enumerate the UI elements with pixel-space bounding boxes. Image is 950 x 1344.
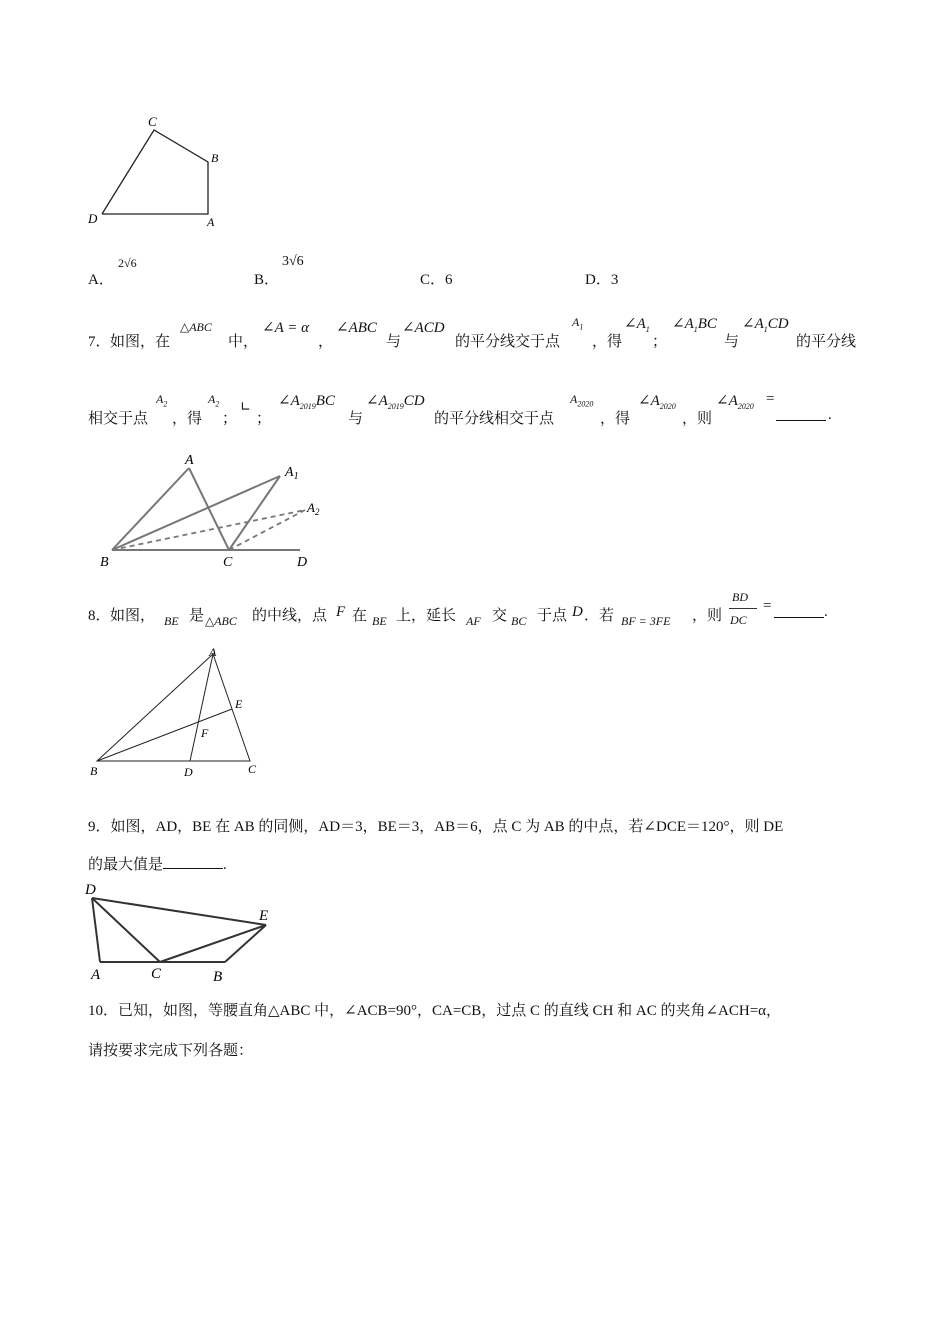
label-d: D xyxy=(88,211,98,226)
fig7-label-a2: $A_2$ xyxy=(307,500,320,517)
fig7-label-b: B xyxy=(100,555,109,570)
fig7-label-a1: $A_1$ xyxy=(285,465,299,482)
fig7-label-c: C xyxy=(223,555,233,570)
option-a[interactable]: A． xyxy=(88,272,114,288)
label-c: C xyxy=(148,114,157,129)
option-d[interactable]: D．3 xyxy=(585,272,619,288)
q9-line2: 的最大值是 . xyxy=(88,857,227,873)
label-b: B xyxy=(211,151,219,165)
fraction-bar xyxy=(729,608,757,609)
fig9-label-b: B xyxy=(213,969,223,984)
trapezoid-figure xyxy=(80,878,280,984)
fig8-label-d: D xyxy=(184,765,193,779)
q9-answer-blank[interactable] xyxy=(163,855,223,869)
q7-number: 7． xyxy=(88,334,111,350)
fig9-label-c: C xyxy=(151,966,162,982)
fig8-label-c: C xyxy=(248,762,257,776)
fig7-label-d: D xyxy=(297,555,308,570)
fig9-label-e: E xyxy=(259,908,269,924)
option-b-value: 3√6 xyxy=(282,254,304,269)
q10-line2: 请按要求完成下列各题： xyxy=(88,1043,254,1059)
quadrilateral-figure xyxy=(80,110,230,235)
option-a-value: 2√6 xyxy=(118,256,137,270)
option-b[interactable]: B． xyxy=(254,272,280,288)
option-c[interactable]: C．6 xyxy=(420,272,453,288)
fig7-label-a: A xyxy=(185,453,194,468)
fig9-label-d: D xyxy=(85,882,96,898)
q7-answer-blank[interactable] xyxy=(776,407,826,421)
fig8-label-b: B xyxy=(90,764,98,778)
q8-number: 8． xyxy=(88,608,111,624)
q9-line1: 9．如图，AD，BE 在 AB 的同侧，AD＝3，BE＝3，AB＝6，点 C 为 AB 的中点，若∠DCE＝120°，则 DE xyxy=(88,819,784,835)
fig9-label-a: A xyxy=(91,967,101,983)
label-a: A xyxy=(207,215,215,229)
angle-bisector-figure xyxy=(95,450,335,575)
fig8-label-f: F xyxy=(201,726,209,740)
q8-answer-blank[interactable] xyxy=(774,604,824,618)
triangle-median-figure xyxy=(85,644,265,784)
q10-line1: 10．已知，如图，等腰直角△ABC 中，∠ACB=90°，CA=CB，过点 C 的直线 CH 和 AC 的夹角∠ACH=α， xyxy=(88,1003,782,1019)
fig8-label-e: E xyxy=(235,697,243,711)
fig8-label-a: A xyxy=(209,645,217,659)
